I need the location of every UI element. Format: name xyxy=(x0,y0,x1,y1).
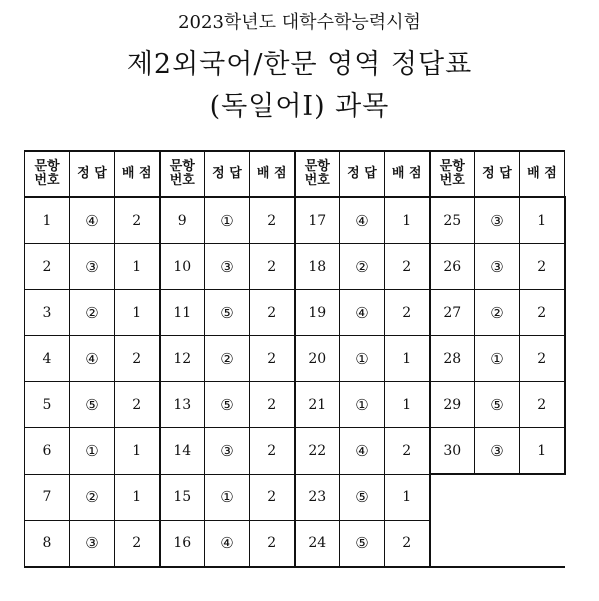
answer-value: ④ xyxy=(85,211,99,230)
question-number: 21 xyxy=(295,382,340,428)
points-value: 2 xyxy=(115,382,160,428)
answer-value: ② xyxy=(355,257,369,276)
question-number: 11 xyxy=(160,290,205,336)
points-value: 2 xyxy=(520,336,565,382)
header-points: 배 점 xyxy=(250,151,295,197)
points-value: 1 xyxy=(115,428,160,475)
empty-cell xyxy=(520,520,565,567)
question-number: 16 xyxy=(160,520,205,567)
points-value: 2 xyxy=(520,244,565,290)
question-number: 25 xyxy=(430,197,475,244)
points-value: 1 xyxy=(385,474,430,520)
table-header-row xyxy=(25,151,565,197)
points-value: 1 xyxy=(385,382,430,428)
points-value: 1 xyxy=(385,197,430,244)
empty-cell xyxy=(475,520,520,567)
table-row xyxy=(25,244,565,290)
answer-value: ② xyxy=(220,349,234,368)
question-number: 9 xyxy=(160,197,205,244)
points-value: 1 xyxy=(385,336,430,382)
answer-cell xyxy=(205,382,250,428)
answer-value: ② xyxy=(490,303,504,322)
answer-cell xyxy=(70,382,115,428)
answer-value: ③ xyxy=(85,257,99,276)
answer-cell xyxy=(70,474,115,520)
points-value: 1 xyxy=(520,197,565,244)
question-number: 18 xyxy=(295,244,340,290)
table-row xyxy=(25,290,565,336)
points-value: 2 xyxy=(250,520,295,567)
points-value: 2 xyxy=(385,244,430,290)
header-number-line2: 번호 xyxy=(439,173,465,188)
table-row xyxy=(25,520,565,567)
answer-cell xyxy=(70,197,115,244)
answer-value: ⑤ xyxy=(220,303,234,322)
answer-cell xyxy=(340,336,385,382)
table-body xyxy=(25,197,565,567)
answer-cell xyxy=(205,520,250,567)
header-number-line1: 문항 xyxy=(439,159,465,174)
answer-value: ③ xyxy=(490,441,504,460)
answer-value: ⑤ xyxy=(85,395,99,414)
question-number: 1 xyxy=(25,197,70,244)
answer-cell xyxy=(205,474,250,520)
header-points: 배 점 xyxy=(385,151,430,197)
answer-value: ④ xyxy=(85,349,99,368)
question-number: 10 xyxy=(160,244,205,290)
answer-cell xyxy=(205,290,250,336)
header-number-line1: 문항 xyxy=(169,159,195,174)
question-number: 14 xyxy=(160,428,205,475)
answer-value: ① xyxy=(355,349,369,368)
answer-value: ② xyxy=(85,303,99,322)
answer-value: ③ xyxy=(490,257,504,276)
answer-cell xyxy=(70,336,115,382)
answer-cell xyxy=(340,382,385,428)
question-number: 20 xyxy=(295,336,340,382)
points-value: 2 xyxy=(250,336,295,382)
header-answer: 정 답 xyxy=(340,151,385,197)
answer-cell xyxy=(475,197,520,244)
header-points: 배 점 xyxy=(520,151,565,197)
question-number: 4 xyxy=(25,336,70,382)
answer-value: ① xyxy=(85,441,99,460)
answer-cell xyxy=(340,244,385,290)
question-number: 24 xyxy=(295,520,340,567)
answer-value: ① xyxy=(220,211,234,230)
answer-cell xyxy=(205,197,250,244)
answer-key-table xyxy=(24,150,566,568)
points-value: 2 xyxy=(250,474,295,520)
answer-cell xyxy=(475,428,520,475)
points-value: 1 xyxy=(115,290,160,336)
question-number: 6 xyxy=(25,428,70,475)
points-value: 2 xyxy=(250,428,295,475)
header-question-number xyxy=(295,151,340,197)
points-value: 2 xyxy=(115,520,160,567)
answer-cell xyxy=(475,244,520,290)
header-number-line2: 번호 xyxy=(169,173,195,188)
header-question-number xyxy=(25,151,70,197)
points-value: 2 xyxy=(520,382,565,428)
answer-cell xyxy=(475,336,520,382)
answer-cell xyxy=(70,428,115,475)
header-answer: 정 답 xyxy=(70,151,115,197)
empty-cell xyxy=(430,520,475,567)
question-number: 7 xyxy=(25,474,70,520)
points-value: 2 xyxy=(250,382,295,428)
points-value: 2 xyxy=(385,520,430,567)
answer-value: ③ xyxy=(490,211,504,230)
question-number: 15 xyxy=(160,474,205,520)
points-value: 2 xyxy=(115,336,160,382)
answer-cell xyxy=(205,428,250,475)
header-answer: 정 답 xyxy=(475,151,520,197)
question-number: 13 xyxy=(160,382,205,428)
answer-cell xyxy=(340,290,385,336)
table-row xyxy=(25,382,565,428)
table-row xyxy=(25,336,565,382)
answer-value: ① xyxy=(355,395,369,414)
table-row xyxy=(25,428,565,475)
answer-value: ① xyxy=(490,349,504,368)
answer-cell xyxy=(340,474,385,520)
question-number: 17 xyxy=(295,197,340,244)
answer-cell xyxy=(340,520,385,567)
answer-cell xyxy=(340,428,385,475)
answer-value: ③ xyxy=(85,534,99,552)
answer-value: ④ xyxy=(355,441,369,460)
answer-cell xyxy=(70,244,115,290)
answer-value: ② xyxy=(85,488,99,506)
question-number: 19 xyxy=(295,290,340,336)
table-row xyxy=(25,197,565,244)
answer-cell xyxy=(205,336,250,382)
answer-cell xyxy=(340,197,385,244)
table-row xyxy=(25,474,565,520)
question-number: 22 xyxy=(295,428,340,475)
question-number: 26 xyxy=(430,244,475,290)
header-points: 배 점 xyxy=(115,151,160,197)
header-number-line2: 번호 xyxy=(34,173,60,188)
question-number: 28 xyxy=(430,336,475,382)
empty-cell xyxy=(520,474,565,520)
answer-value: ⑤ xyxy=(220,395,234,414)
exam-title: 2023학년도 대학수학능력시험 xyxy=(178,12,421,33)
answer-cell xyxy=(475,290,520,336)
subject-title: (독일어Ⅰ) 과목 xyxy=(209,91,390,122)
points-value: 2 xyxy=(250,290,295,336)
question-number: 23 xyxy=(295,474,340,520)
points-value: 1 xyxy=(115,474,160,520)
question-number: 8 xyxy=(25,520,70,567)
question-number: 2 xyxy=(25,244,70,290)
answer-cell xyxy=(205,244,250,290)
question-number: 29 xyxy=(430,382,475,428)
answer-value: ④ xyxy=(220,534,234,552)
question-number: 3 xyxy=(25,290,70,336)
points-value: 2 xyxy=(250,197,295,244)
answer-cell xyxy=(70,290,115,336)
header-question-number xyxy=(430,151,475,197)
empty-cell xyxy=(430,474,475,520)
points-value: 2 xyxy=(385,290,430,336)
question-number: 27 xyxy=(430,290,475,336)
empty-cell xyxy=(475,474,520,520)
answer-cell xyxy=(475,382,520,428)
header-number-line1: 문항 xyxy=(304,159,330,174)
answer-value: ① xyxy=(220,488,234,506)
answer-value: ⑤ xyxy=(490,395,504,414)
points-value: 2 xyxy=(250,244,295,290)
answer-value: ④ xyxy=(355,211,369,230)
points-value: 2 xyxy=(520,290,565,336)
header-number-line2: 번호 xyxy=(304,173,330,188)
answer-cell xyxy=(70,520,115,567)
question-number: 12 xyxy=(160,336,205,382)
answer-value: ⑤ xyxy=(355,534,369,552)
points-value: 1 xyxy=(520,428,565,475)
answer-value: ⑤ xyxy=(355,488,369,506)
header-question-number xyxy=(160,151,205,197)
answer-value: ③ xyxy=(220,257,234,276)
points-value: 1 xyxy=(115,244,160,290)
answer-value: ④ xyxy=(355,303,369,322)
header-number-line1: 문항 xyxy=(34,159,60,174)
points-value: 2 xyxy=(385,428,430,475)
section-title: 제2외국어/한문 영역 정답표 xyxy=(126,49,473,80)
question-number: 5 xyxy=(25,382,70,428)
points-value: 2 xyxy=(115,197,160,244)
answer-value: ③ xyxy=(220,441,234,460)
header-answer: 정 답 xyxy=(205,151,250,197)
question-number: 30 xyxy=(430,428,475,475)
